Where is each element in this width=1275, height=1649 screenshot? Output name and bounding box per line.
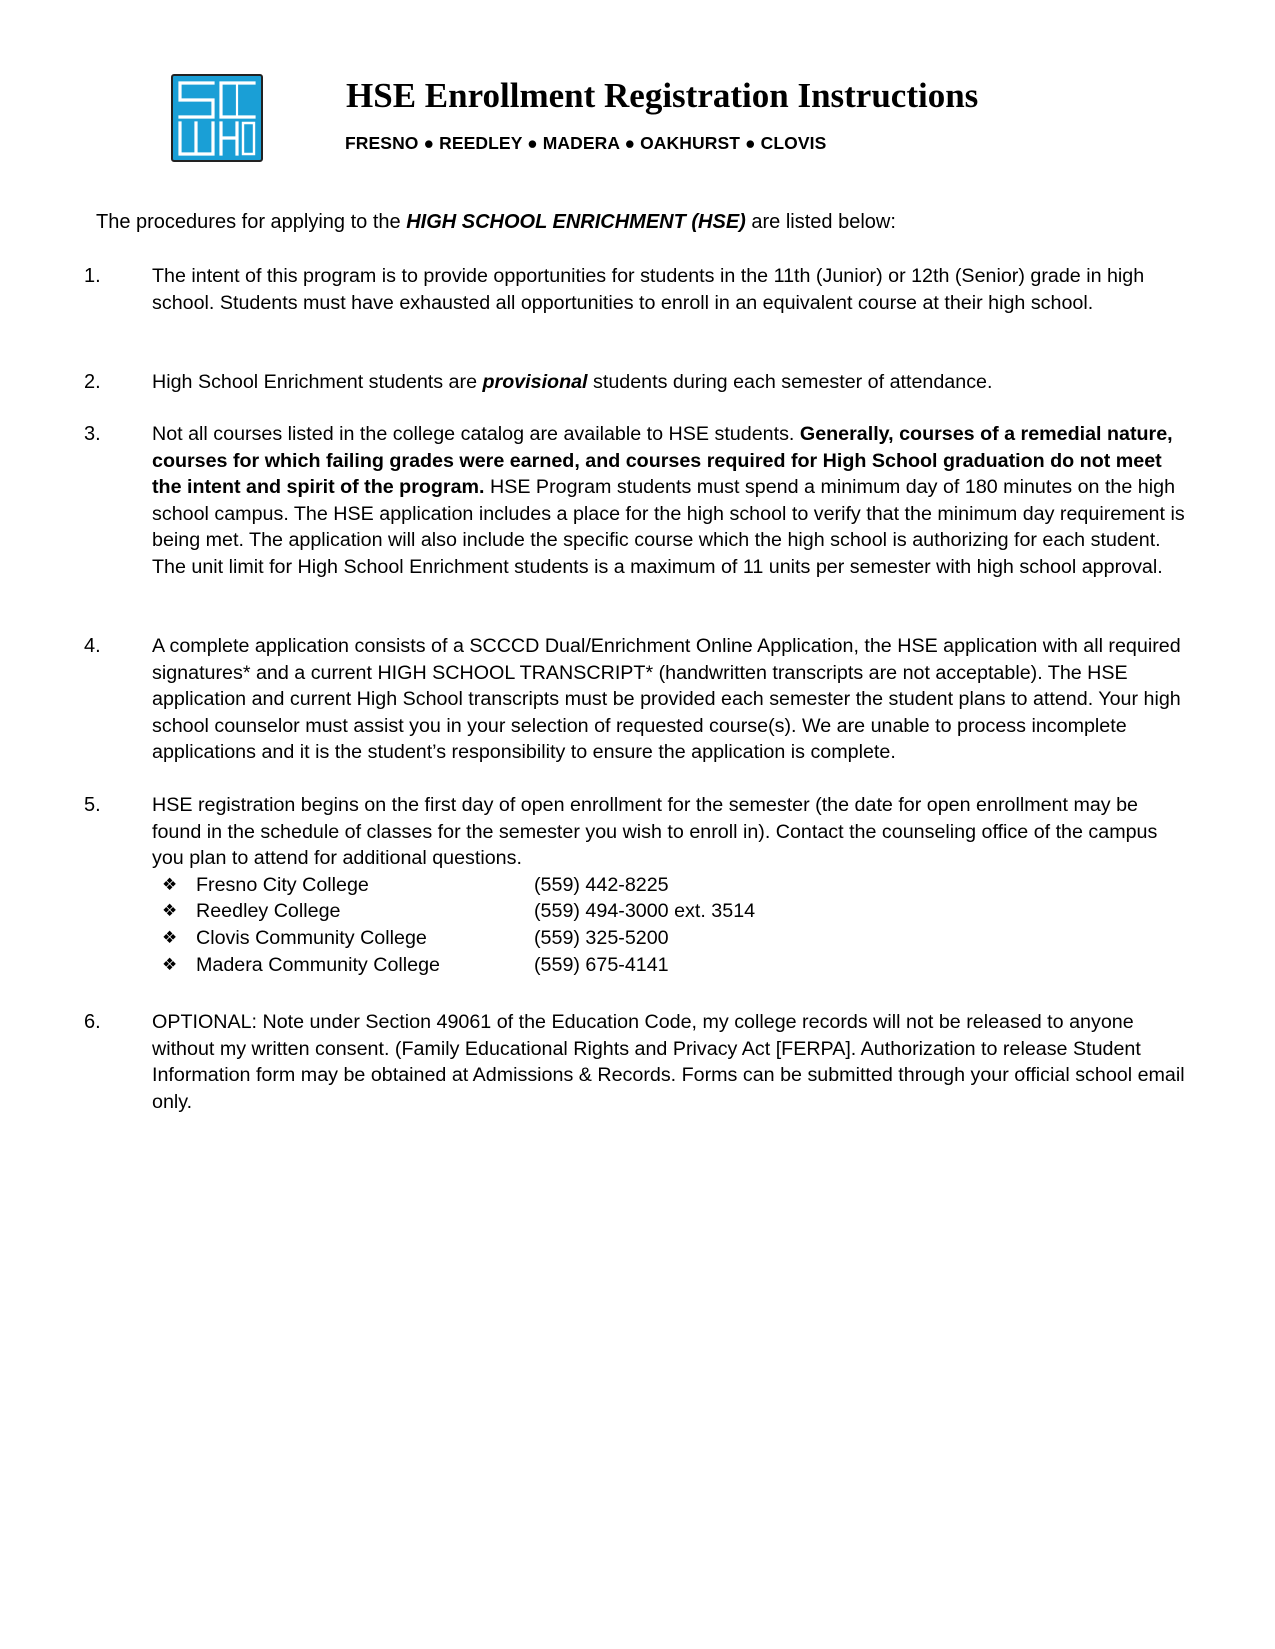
item-number: 5. [84, 794, 101, 816]
intro-after: are listed below: [745, 211, 896, 233]
item-number: 2. [84, 371, 101, 393]
item-text [152, 369, 1192, 396]
intro-before: The procedures for applying to the [96, 211, 407, 233]
contact-row [152, 898, 1192, 925]
contact-row [152, 872, 1192, 899]
item-text-after: students during each semester of attendance. [587, 371, 993, 393]
college-name: Reedley College [196, 900, 341, 923]
campus-contact-list [152, 872, 1192, 979]
item-text [152, 421, 1192, 580]
item-text: HSE registration begins on the first day of open enrollment for the semester (the date for open enrollment may be found in the schedule of classes for the semester you wish to enroll in). Contact the counseling office of the campus you plan to attend for additional questions. [152, 794, 1158, 869]
college-phone: (559) 442-8225 [534, 873, 669, 896]
item-number: 6. [84, 1011, 101, 1033]
college-phone: (559) 675-4141 [534, 953, 669, 976]
contact-row [152, 925, 1192, 952]
scccd-logo-icon [173, 76, 261, 160]
diamond-bullet-icon: ❖ [162, 874, 178, 894]
page-title: HSE Enrollment Registration Instructions [346, 76, 979, 115]
intro-emphasis: HIGH SCHOOL ENRICHMENT (HSE) [406, 211, 746, 233]
item-text-after: HSE Program students must spend a minimum day of 180 minutes on the high school campus. The HSE application includes a place for the high school to verify that the minimum day requirement is being met. The application will also include the specific course which the high school is authorizing for each student. The unit limit for High School Enrichment students is a maximum of 11 units per semester with high school approval. [152, 476, 1185, 578]
diamond-bullet-icon: ❖ [162, 927, 178, 947]
college-phone: (559) 494-3000 ext. 3514 [534, 900, 756, 923]
contact-row [152, 952, 1192, 979]
item-number: 1. [84, 265, 101, 287]
item-text-bold: Generally, courses of a remedial nature, courses for which failing grades were earned, and courses required for High School graduation do not meet the intent and spirit of the program. [152, 423, 1173, 498]
college-phone: (559) 325-5200 [534, 926, 669, 949]
item-text: A complete application consists of a SCCCD Dual/Enrichment Online Application, the HSE application with all required signatures* and a current HIGH SCHOOL TRANSCRIPT* (handwritten transcripts are not acceptable). The HSE application and current High School transcripts must be provided each semester the student plans to attend. Your high school counselor must assist you in your selection of requested course(s). We are unable to process incomplete applications and it is the student’s responsibility to ensure the application is complete. [152, 635, 1181, 763]
diamond-bullet-icon: ❖ [162, 901, 178, 921]
campus-list: FRESNO ● REEDLEY ● MADERA ● OAKHURST ● CLOVIS [345, 133, 827, 153]
item-text-before: High School Enrichment students are [152, 371, 483, 393]
diamond-bullet-icon: ❖ [162, 954, 178, 974]
item-number: 4. [84, 635, 101, 657]
item-text-emphasis: provisional [482, 371, 588, 393]
item-text-wrapper [152, 792, 1192, 978]
college-name: Madera Community College [196, 953, 441, 976]
college-name: Fresno City College [196, 873, 369, 896]
scccd-logo [171, 74, 263, 162]
item-text: The intent of this program is to provide opportunities for students in the 11th (Junior) or 12th (Senior) grade in high school. Students must have exhausted all opportunities to enroll in an equivalent course at their high school. [152, 265, 1145, 314]
college-name: Clovis Community College [196, 926, 427, 949]
item-text-before: Not all courses listed in the college catalog are available to HSE students. [152, 423, 800, 445]
item-text: OPTIONAL: Note under Section 49061 of the Education Code, my college records will not be released to anyone without my written consent. (Family Educational Rights and Privacy Act [FERPA]. Authorization to release Student Information form may be obtained at Admissions & Records. Forms can be submitted through your official school email only. [152, 1011, 1185, 1113]
item-number: 3. [84, 423, 101, 445]
intro-text [96, 209, 896, 235]
